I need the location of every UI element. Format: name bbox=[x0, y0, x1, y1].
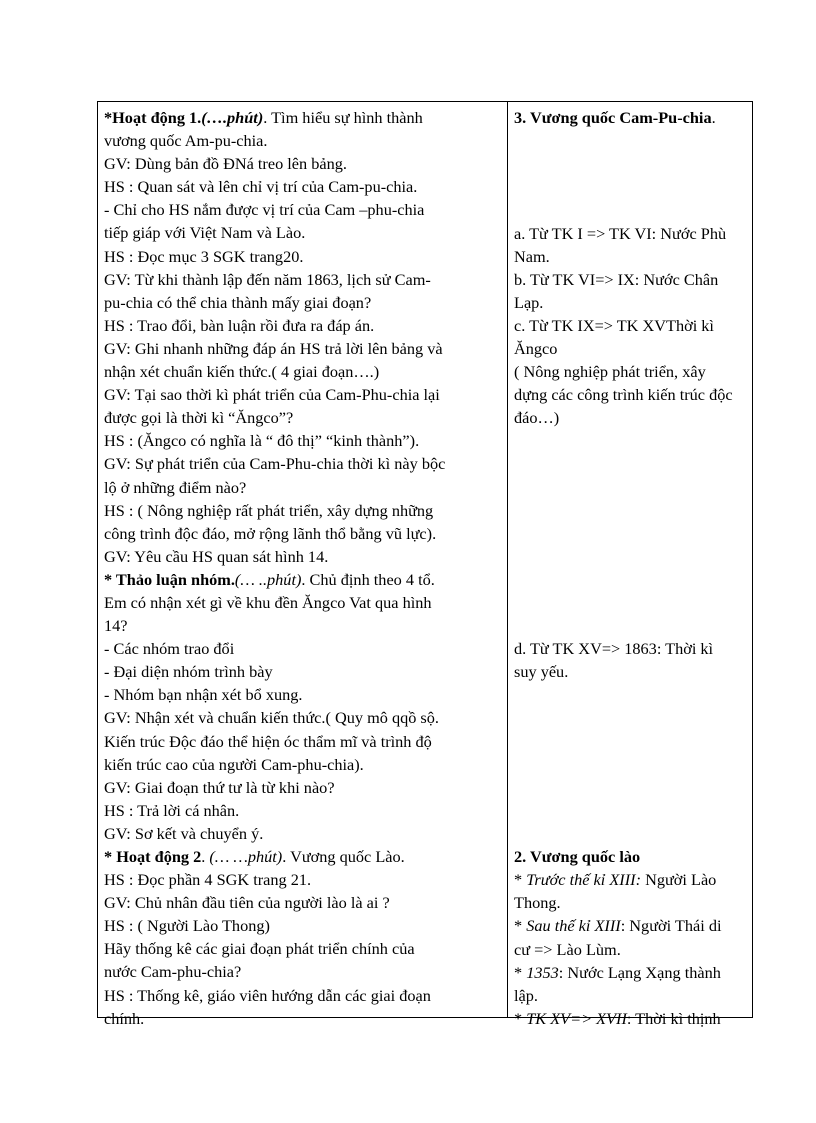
text-segment: . bbox=[201, 847, 210, 866]
text-line bbox=[514, 383, 748, 406]
text-line bbox=[104, 476, 501, 499]
text-segment: * Hoạt động 2 bbox=[104, 847, 202, 866]
text-segment: * bbox=[514, 962, 527, 982]
text-segment: Người Lào bbox=[641, 870, 717, 890]
text-segment: công trình độc đáo, mở rộng lãnh thổ bằng vũ lực). bbox=[104, 523, 437, 543]
text-segment: Thong. bbox=[514, 893, 561, 913]
text-segment: 1353 bbox=[526, 962, 559, 982]
text-segment: a. Từ TK I => TK VI: Nước Phù bbox=[514, 223, 727, 243]
text-line bbox=[104, 406, 501, 429]
text-segment: chính. bbox=[104, 1008, 145, 1028]
text-line bbox=[514, 1007, 748, 1030]
text-segment: GV: Nhận xét và chuẩn kiến thức.( Quy mô qqồ sộ. bbox=[104, 708, 439, 728]
text-line bbox=[514, 337, 748, 360]
text-line bbox=[104, 360, 501, 383]
text-segment: * bbox=[514, 1008, 527, 1028]
text-line bbox=[104, 383, 501, 406]
text-line bbox=[514, 637, 748, 660]
text-segment: GV: Sơ kết và chuyển ý. bbox=[104, 823, 264, 843]
text-line bbox=[104, 314, 501, 337]
text-segment: GV: Dùng bản đồ ĐNá treo lên bảng. bbox=[104, 154, 347, 174]
text-segment: Hãy thống kê các giai đoạn phát triển chính của bbox=[104, 939, 415, 959]
text-segment: b. Từ TK VI=> IX: Nước Chân bbox=[514, 269, 719, 289]
text-line bbox=[514, 106, 748, 129]
text-line bbox=[104, 1007, 501, 1030]
text-segment: : Người Thái di bbox=[620, 916, 722, 936]
text-segment: : Thời kì thịnh bbox=[626, 1008, 721, 1028]
text-segment: . Chủ định theo 4 tổ. bbox=[301, 569, 435, 589]
text-segment: kiến trúc cao của người Cam-phu-chia). bbox=[104, 754, 364, 774]
text-segment: Em có nhận xét gì về khu đền Ăngco Vat qua hình bbox=[104, 592, 432, 612]
text-line bbox=[104, 730, 501, 753]
text-line bbox=[104, 129, 501, 152]
text-line bbox=[104, 268, 501, 291]
text-segment: Ăngco bbox=[514, 338, 558, 358]
text-line bbox=[514, 961, 748, 984]
text-segment: GV: Ghi nhanh những đáp án HS trả lời lên bảng và bbox=[104, 338, 443, 358]
text-segment: * bbox=[514, 870, 527, 890]
text-line bbox=[104, 891, 501, 914]
text-segment: lộ ở những điểm nào? bbox=[104, 477, 247, 497]
text-segment: - Đại diện nhóm trình bày bbox=[104, 662, 273, 682]
text-line bbox=[104, 845, 501, 868]
text-segment: GV: Tại sao thời kì phát triển của Cam-Phu-chia lại bbox=[104, 385, 440, 405]
text-line bbox=[104, 937, 501, 960]
text-line bbox=[104, 637, 501, 660]
text-segment: HS : Thống kê, giáo viên hướng dẫn các giai đoạn bbox=[104, 985, 431, 1005]
text-segment: HS : ( Nông nghiệp rất phát triển, xây dựng những bbox=[104, 500, 434, 520]
text-segment: (… …phút) bbox=[209, 847, 283, 866]
text-segment: đáo…) bbox=[514, 408, 560, 428]
text-line bbox=[514, 268, 748, 291]
text-line bbox=[104, 499, 501, 522]
text-segment: lập. bbox=[514, 985, 538, 1005]
text-segment: * bbox=[514, 916, 527, 936]
text-segment: c. Từ TK IX=> TK XVThời kì bbox=[514, 315, 714, 335]
text-line bbox=[514, 891, 748, 914]
text-line bbox=[514, 984, 748, 1007]
content-block bbox=[514, 637, 748, 683]
text-segment: HS : Trả lời cá nhân. bbox=[104, 800, 240, 820]
text-line bbox=[104, 545, 501, 568]
text-line bbox=[104, 291, 501, 314]
text-segment: HS : Quan sát và lên chỉ vị trí của Cam-pu-chia. bbox=[104, 177, 418, 197]
text-segment: 2. Vương quốc lào bbox=[514, 847, 641, 867]
text-segment: Sau thế kỉ XIII bbox=[526, 916, 621, 936]
text-line bbox=[104, 245, 501, 268]
text-line bbox=[514, 360, 748, 383]
text-line bbox=[104, 221, 501, 244]
text-segment: HS : Đọc mục 3 SGK trang20. bbox=[104, 246, 304, 266]
text-segment: GV: Giai đoạn thứ tư là từ khi nào? bbox=[104, 777, 335, 797]
text-segment: 3. Vương quốc Cam-Pu-chia bbox=[514, 108, 712, 127]
text-segment: nước Cam-phu-chia? bbox=[104, 962, 242, 982]
text-line bbox=[104, 914, 501, 937]
text-segment: - Nhóm bạn nhận xét bổ xung. bbox=[104, 685, 303, 705]
text-line bbox=[104, 429, 501, 452]
text-line bbox=[514, 314, 748, 337]
text-segment: TK XV=> XVII bbox=[526, 1008, 627, 1028]
text-segment: tiếp giáp với Việt Nam và Lào. bbox=[104, 223, 306, 243]
text-segment: Lạp. bbox=[514, 292, 544, 312]
content-block bbox=[514, 845, 748, 1030]
content-column bbox=[508, 102, 752, 1028]
lesson-table bbox=[97, 101, 753, 1028]
text-segment: - Các nhóm trao đổi bbox=[104, 639, 235, 659]
text-line bbox=[104, 984, 501, 1007]
text-segment: *Hoạt động 1. bbox=[104, 108, 202, 127]
text-segment: ( Nông nghiệp phát triển, xây bbox=[514, 362, 706, 382]
text-line bbox=[514, 222, 748, 245]
text-segment: (….phút) bbox=[201, 108, 264, 127]
text-line bbox=[514, 291, 748, 314]
text-line bbox=[514, 914, 748, 937]
text-segment: suy yếu. bbox=[514, 662, 569, 682]
text-line bbox=[104, 776, 501, 799]
text-line bbox=[104, 706, 501, 729]
text-line bbox=[104, 960, 501, 983]
text-line bbox=[104, 106, 501, 129]
text-segment: HS : (Ăngco có nghĩa là “ đô thị” “kinh thành”). bbox=[104, 431, 420, 451]
text-segment: - Chỉ cho HS nắm được vị trí của Cam –phu-chia bbox=[104, 200, 425, 220]
text-segment: d. Từ TK XV=> 1863: Thời kì bbox=[514, 639, 714, 659]
text-segment: vương quốc Am-pu-chia. bbox=[104, 131, 268, 151]
text-line bbox=[104, 614, 501, 637]
text-segment: (… ..phút) bbox=[234, 569, 302, 589]
text-segment: Kiến trúc Độc đáo thể hiện óc thẩm mĩ và trình độ bbox=[104, 731, 432, 751]
text-line bbox=[514, 938, 748, 961]
activities-column bbox=[98, 102, 508, 1028]
text-line bbox=[104, 683, 501, 706]
text-segment: dựng các công trình kiến trúc độc bbox=[514, 385, 733, 405]
text-line bbox=[514, 660, 748, 683]
text-segment: * Thảo luận nhóm. bbox=[104, 569, 235, 589]
text-line bbox=[104, 337, 501, 360]
text-line bbox=[104, 198, 501, 221]
text-segment: pu-chia có thể chia thành mấy giai đoạn? bbox=[104, 292, 372, 312]
text-line bbox=[104, 868, 501, 891]
text-line bbox=[104, 753, 501, 776]
text-line bbox=[514, 245, 748, 268]
text-line bbox=[514, 406, 748, 429]
content-block bbox=[514, 106, 748, 129]
text-line bbox=[104, 152, 501, 175]
text-segment: HS : Đọc phần 4 SGK trang 21. bbox=[104, 870, 312, 890]
text-line bbox=[104, 175, 501, 198]
text-segment: : Nước Lạng Xạng thành bbox=[558, 962, 721, 982]
text-segment: . Vương quốc Lào. bbox=[282, 847, 405, 866]
content-block bbox=[514, 222, 748, 430]
text-line bbox=[514, 845, 748, 868]
text-line bbox=[104, 452, 501, 475]
text-segment: HS : Trao đổi, bàn luận rồi đưa ra đáp án. bbox=[104, 315, 375, 335]
text-segment: Trước thế kỉ XIII: bbox=[526, 870, 641, 890]
text-segment: . bbox=[711, 108, 716, 127]
text-line bbox=[514, 868, 748, 891]
text-segment: GV: Yêu cầu HS quan sát hình 14. bbox=[104, 546, 329, 566]
text-segment: GV: Chủ nhân đầu tiên của người lào là ai ? bbox=[104, 893, 390, 913]
text-line bbox=[104, 591, 501, 614]
text-segment: Nam. bbox=[514, 246, 550, 266]
text-segment: . Tìm hiểu sự hình thành bbox=[263, 108, 423, 127]
text-segment: GV: Sự phát triển của Cam-Phu-chia thời kì này bộc bbox=[104, 454, 446, 474]
text-line bbox=[104, 660, 501, 683]
text-segment: GV: Từ khi thành lập đến năm 1863, lịch sử Cam- bbox=[104, 269, 431, 289]
text-line bbox=[104, 522, 501, 545]
text-line bbox=[104, 799, 501, 822]
text-segment: HS : ( Người Lào Thong) bbox=[104, 916, 270, 936]
text-line bbox=[104, 822, 501, 845]
text-line bbox=[104, 568, 501, 591]
text-segment: 14? bbox=[104, 616, 128, 636]
text-segment: cư => Lào Lùm. bbox=[514, 939, 621, 959]
text-segment: nhận xét chuẩn kiến thức.( 4 giai đoạn….) bbox=[104, 362, 380, 382]
text-segment: được gọi là thời kì “Ăngco”? bbox=[104, 408, 294, 428]
